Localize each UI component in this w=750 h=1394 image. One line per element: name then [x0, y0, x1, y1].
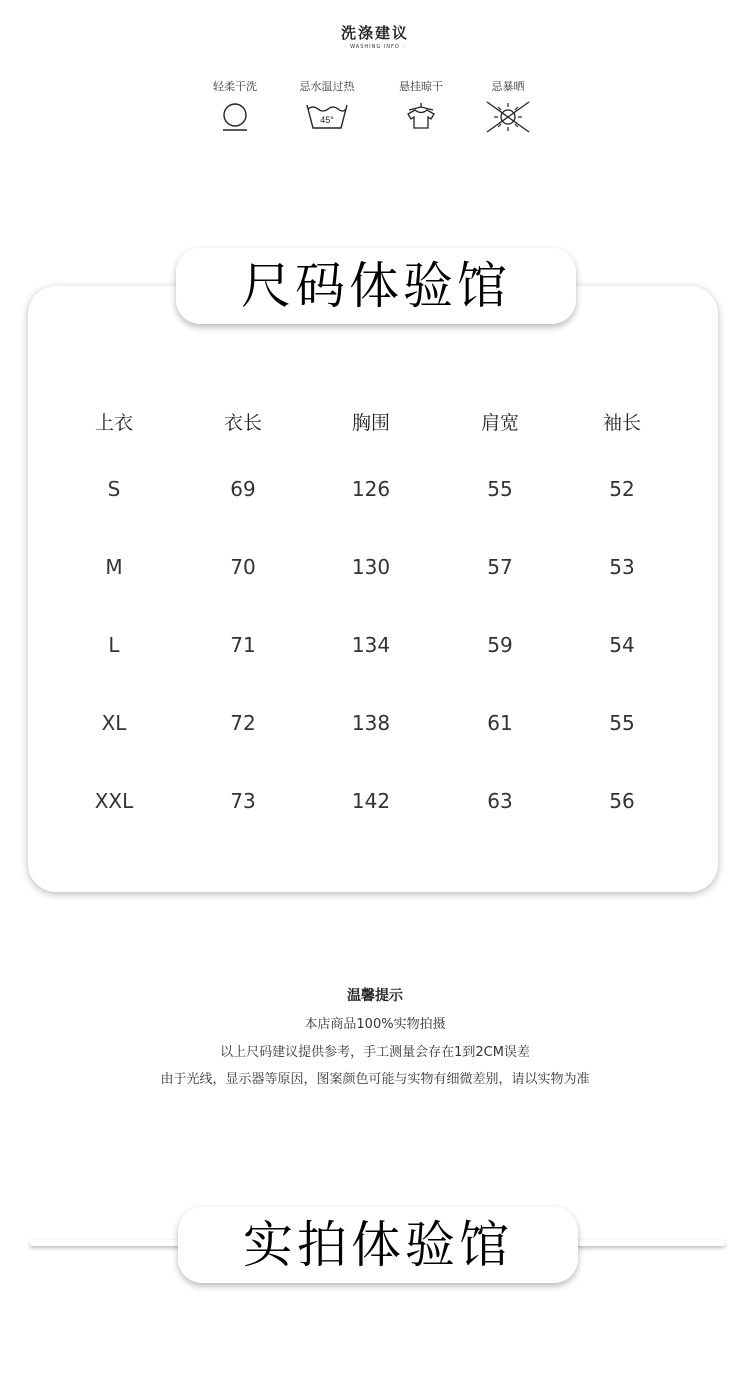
size-label-cell: S: [107, 477, 121, 501]
size-value-cell: 59: [487, 633, 513, 657]
size-value-cell: 69: [230, 477, 256, 501]
dry-clean-icon: [217, 100, 253, 132]
care-item-hang-dry: [376, 78, 466, 132]
care-label: 忌水温过热: [299, 80, 355, 93]
size-label-cell: XXL: [94, 789, 134, 813]
size-value-cell: 52: [609, 477, 635, 501]
size-value-cell: 130: [351, 555, 391, 579]
size-value-cell: 53: [609, 555, 635, 579]
size-table-header: 上衣: [94, 412, 133, 434]
size-value-cell: 72: [230, 711, 256, 735]
care-item-wash-temp: [282, 78, 372, 132]
size-value-cell: 126: [351, 477, 391, 501]
wash-45-icon: [305, 100, 349, 132]
size-value-cell: 55: [487, 477, 513, 501]
size-value-cell: 57: [487, 555, 513, 579]
size-value-cell: 134: [351, 633, 391, 657]
no-sun-icon: [484, 100, 532, 134]
wash-temp-text: 45°: [320, 115, 334, 125]
care-label: 忌暴晒: [491, 80, 525, 93]
size-value-cell: 70: [230, 555, 256, 579]
care-item-dry-clean: [190, 78, 280, 132]
size-label-cell: XL: [101, 711, 127, 735]
size-table-header: 胸围: [351, 412, 390, 434]
tips-title: 温馨提示: [347, 988, 403, 1004]
size-table-header: 肩宽: [480, 412, 519, 434]
care-label: 轻柔干洗: [213, 80, 257, 93]
size-value-cell: 71: [230, 633, 256, 657]
size-value-cell: 138: [351, 711, 391, 735]
size-section-title: 尺码体验馆: [176, 248, 576, 324]
size-value-cell: 63: [487, 789, 513, 813]
hang-dry-icon: [403, 100, 439, 132]
tip-line: 本店商品100%实物拍摄: [304, 1017, 446, 1032]
size-label-cell: L: [108, 633, 120, 657]
care-item-no-sun: [463, 78, 553, 134]
size-value-cell: 142: [351, 789, 391, 813]
size-value-cell: 56: [609, 789, 635, 813]
size-table-header: 袖长: [602, 412, 641, 434]
tip-line: 以上尺码建议提供参考，手工测量会存在1到2CM误差: [220, 1045, 530, 1060]
size-value-cell: 55: [609, 711, 635, 735]
size-value-cell: 73: [230, 789, 256, 813]
size-table-header: 衣长: [223, 412, 262, 434]
size-value-cell: 61: [487, 711, 513, 735]
washing-title: 洗涤建议: [340, 24, 409, 42]
washing-subtitle: · WASHING INFO ·: [344, 44, 406, 50]
care-label: 悬挂晾干: [399, 80, 443, 93]
size-value-cell: 54: [609, 633, 635, 657]
photo-section-title: 实拍体验馆: [178, 1207, 578, 1283]
tip-line: 由于光线，显示器等原因，图案颜色可能与实物有细微差别，请以实物为准: [160, 1072, 590, 1087]
size-label-cell: M: [105, 555, 123, 579]
